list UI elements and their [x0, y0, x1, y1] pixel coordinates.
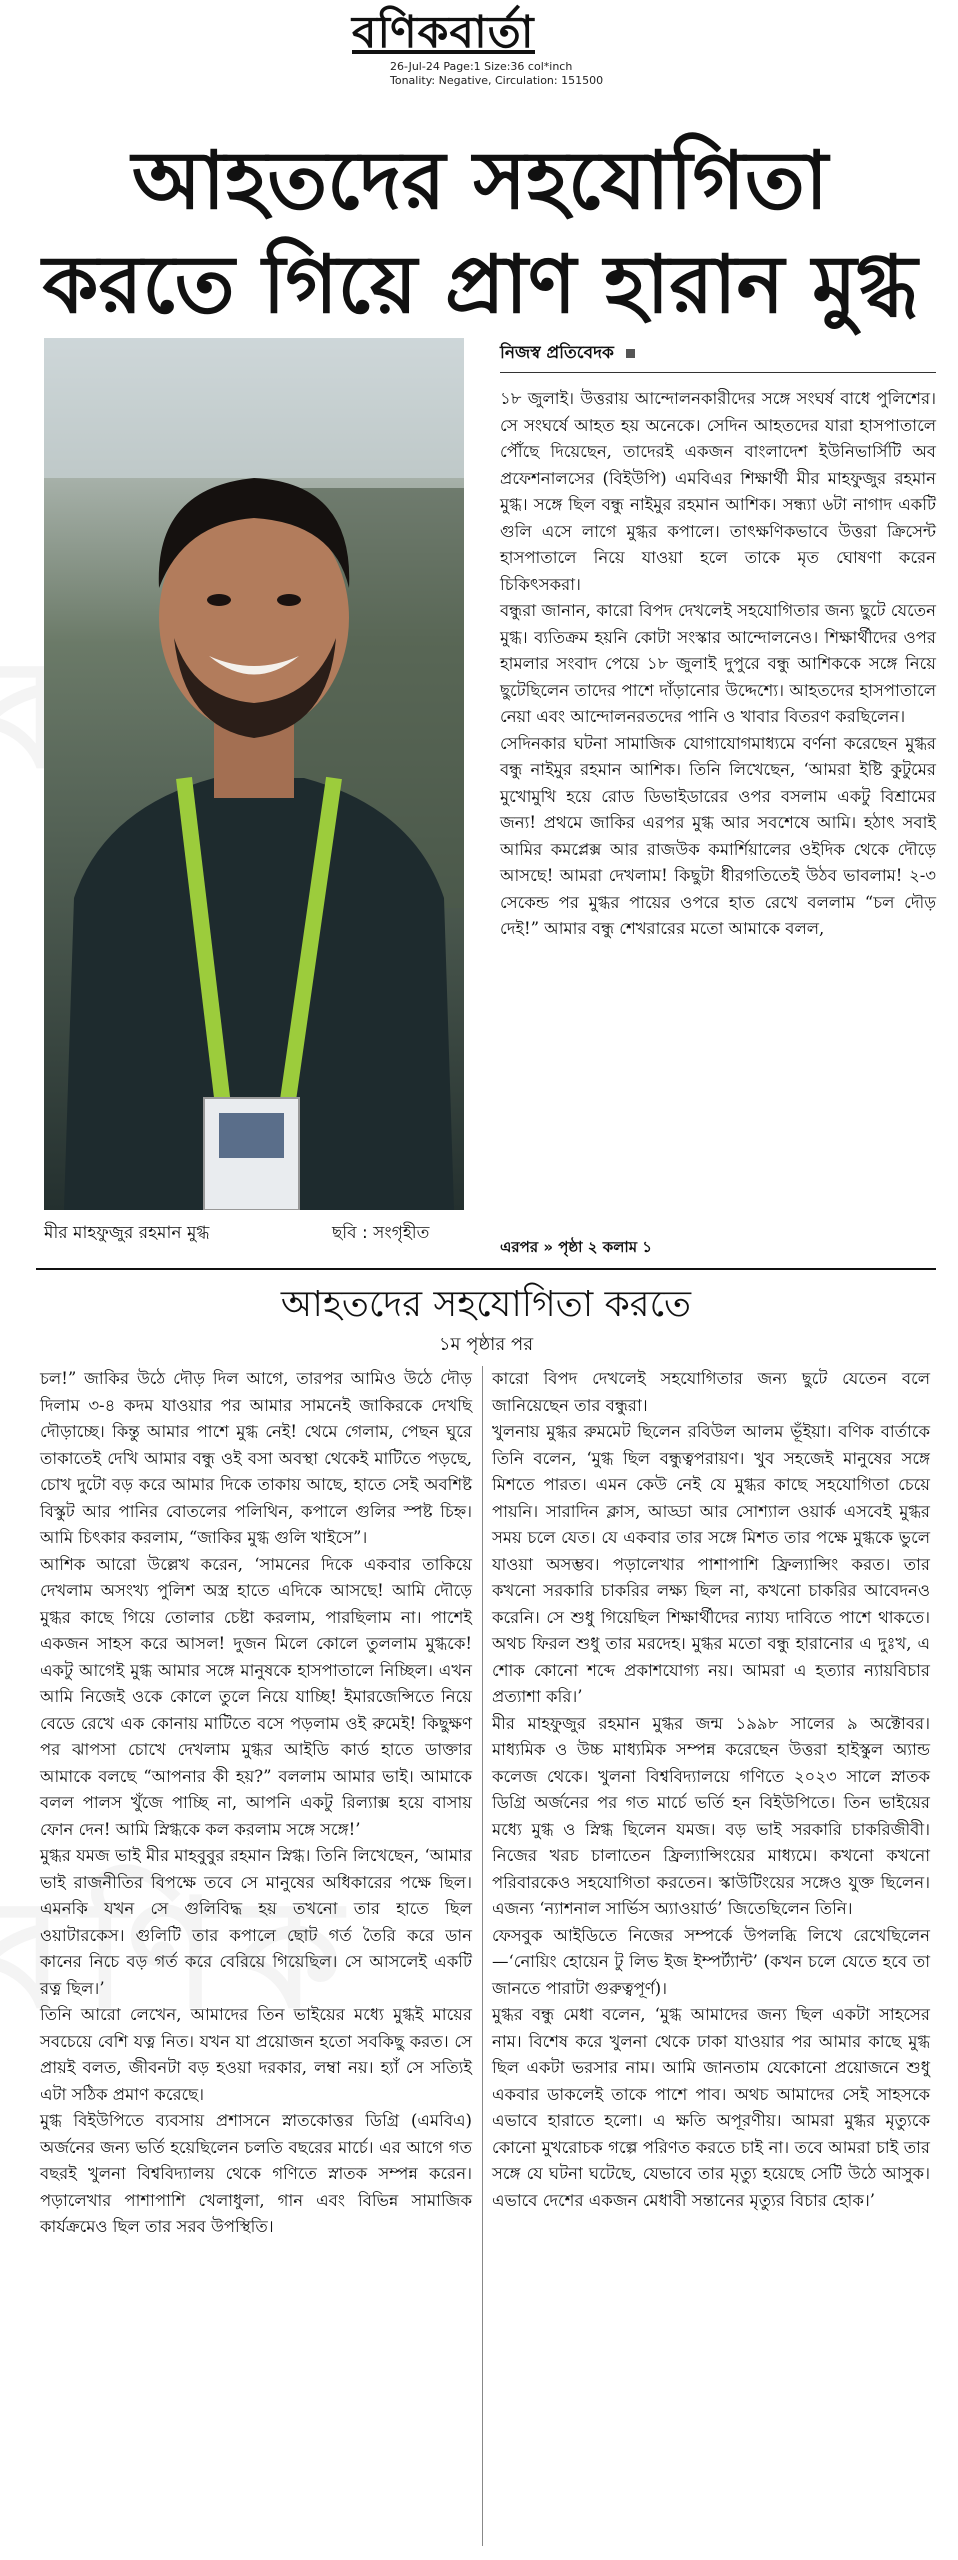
- clipping-meta-line2: Tonality: Negative, Circulation: 151500: [390, 74, 604, 87]
- byline-rule: [500, 372, 936, 373]
- photo-caption-credit: ছবি : সংগৃহীত: [332, 1223, 430, 1243]
- newspaper-logo: [352, 8, 535, 58]
- clipping-meta-line1: 26-Jul-24 Page:1 Size:36 col*inch: [390, 60, 573, 73]
- section-divider: [36, 1268, 936, 1270]
- continued-jump-line: এরপর » পৃষ্ঠা ২ কলাম ১: [500, 1238, 653, 1256]
- headline: [20, 128, 940, 336]
- continuation-paragraph: মুগ্ধর বন্ধু মেধা বলেন, ‘মুগ্ধ আমাদের জন্য ছিল একটা সাহসের নাম। বিশেষ করে খুলনা থেকে ঢাকা যাওয়ার পর আমার কাছে মুগ্ধ ছিল একটা ভরসার নাম। আমি জানতাম যেকোনো প্রয়োজনে শুধু একবার ডাকলেই তাকে পাশে পাব। অথচ আমাদের সেই সাহসকে এভাবে হারাতে হলো। এ ক্ষতি অপূরণীয়। আমরা মুগ্ধর মৃত্যুকে কোনো মুখরোচক গল্পে পরিণত করতে চাই না। তবে আমরা চাই তার সঙ্গে যে ঘটনা ঘটেছে, যেভাবে তার মৃত্যু হয়েছে সেটি উঠে আসুক। এভাবে দেশের একজন মেধাবী সন্তানের মৃত্যুর বিচার হোক।’: [492, 2005, 930, 2210]
- logo-underline: [352, 50, 535, 54]
- main-paragraph: সেদিনকার ঘটনা সামাজিক যোগাযোগমাধ্যমে বর্ণনা করেছেন মুগ্ধর বন্ধু নাইমুর রহমান আশিক। তিনি লিখেছেন, ‘আমরা ইষ্টি কুটুমের মুখোমুখি হয়ে রোড ডিভাইডারের ওপর বসলাম একটু বিশ্রামের জন্য! প্রথমে জাকির এরপর মুগ্ধ আর সবশেষে আমি। হঠাৎ সবাই আমির কমপ্লেক্স আর রাজউক কমার্শিয়ালের ওইদিক থেকে দৌড়ে আসছে! আমরা দেখলাম! কিছুটা ধীরগতিতেই উঠব ভাবলাম! ২-৩ সেকেন্ড পর মুগ্ধর পায়ের ওপরে হাত রেখে বললাম “চল দৌড় দেই!” আমার বন্ধু শেখরারের মতো আমাকে বলল,: [500, 733, 936, 938]
- continuation-paragraph: কারো বিপদ দেখলেই সহযোগিতার জন্য ছুটে যেতেন বলে জানিয়েছেন তার বন্ধুরা।: [492, 1369, 930, 1415]
- continuation-right-column: [492, 1366, 930, 2214]
- portrait-photo: [44, 338, 464, 1210]
- continuation-paragraph: ফেসবুক আইডিতে নিজের সম্পর্কে উপলব্ধি লিখে রেখেছিলেন—‘নোয়িং হোয়েন টু লিভ ইজ ইম্পর্ট্যান্ট’ (কখন চলে যেতে হবে তা জানতে পারাটা গুরুত্বপূর্ণ)।: [492, 1925, 930, 1998]
- continuation-paragraph: চল!” জাকির উঠে দৌড় দিল আগে, তারপর আমিও উঠে দৌড় দিলাম ৩-৪ কদম যাওয়ার পর আমার সামনেই জাকিরকে দেখছি দৌড়াচ্ছে। কিন্তু আমার পাশে মুগ্ধ নেই! থেমে গেলাম, পেছন ঘুরে তাকাতেই দেখি আমার বন্ধু ওই বসা অবস্থা থেকেই মাটিতে পড়ছে, চোখ দুটো বড় করে আমার দিকে তাকায় আছে, হাতে সেই অবশিষ্ট বিস্কুট আর পানির বোতলের পলিথিন, কপালে গুলির স্পষ্ট চিহ্ন। আমি চিৎকার করলাম, “জাকির মুগ্ধ গুলি খাইসে”।: [40, 1369, 472, 1547]
- main-article-body: [500, 386, 936, 943]
- continuation-paragraph: খুলনায় মুগ্ধর রুমমেট ছিলেন রবিউল আলম ভূঁইয়া। বণিক বার্তাকে তিনি বলেন, ‘মুগ্ধ ছিল বন্ধুত্বপরায়ণ। খুব সহজেই মানুষের সঙ্গে মিশতে পারত। এমন কেউ নেই যে মুগ্ধর কাছে সহযোগিতা চেয়ে পায়নি। সারাদিন ক্লাস, আড্ডা আর সোশ্যাল ওয়ার্ক এসবেই মুগ্ধর সময় চলে যেত। যে একবার তার সঙ্গে মিশত তার পক্ষে মুগ্ধকে ভুলে যাওয়া অসম্ভব। পড়ালেখার পাশাপাশি ফ্রিল্যান্সিং করত। তার কখনো সরকারি চাকরির লক্ষ্য ছিল না, কখনো চাকরির আবেদনও করেনি। সে শুধু গিয়েছিল শিক্ষার্থীদের ন্যায্য দাবিতে পাশে থাকতে। অথচ ফিরল শুধু তার মরদেহ। মুগ্ধর মতো বন্ধু হারানোর এ দুঃখ, এ শোক কোনো শব্দে প্রকাশযোগ্য নয়। আমরা এ হত্যার ন্যায়বিচার প্রত্যাশা করি।’: [492, 1422, 930, 1706]
- continuation-heading: আহতদের সহযোগিতা করতে: [280, 1284, 692, 1325]
- portrait-illustration: [44, 338, 464, 1210]
- headline-line2: করতে গিয়ে প্রাণ হারান মুগ্ধ: [42, 237, 918, 331]
- continuation-paragraph: মীর মাহফুজুর রহমান মুগ্ধর জন্ম ১৯৯৮ সালের ৯ অক্টোবর। মাধ্যমিক ও উচ্চ মাধ্যমিক সম্পন্ন করেছেন উত্তরা হাইস্কুল অ্যান্ড কলেজ থেকে। খুলনা বিশ্ববিদ্যালয়ে গণিতে ২০২৩ সালে স্নাতক ডিগ্রি অর্জনের পর গত মার্চে ভর্তি হন বিইউপিতে। তিন ভাইয়ের মধ্যে মুগ্ধ ও স্নিগ্ধ ছিলেন যমজ। বড় ভাই সরকারি চাকরিজীবী। নিজের খরচ চালাতেন ফ্রিল্যান্সিংয়ের মাধ্যমে। কখনো কখনো পরিবারকেও সহযোগিতা করতেন। স্কাউটিংয়ের সঙ্গেও যুক্ত ছিলেন। এজন্য ‘ন্যাশনাল সার্ভিস অ্যাওয়ার্ড’ জিতেছিলেন তিনি।: [492, 1713, 930, 1918]
- headline-line1: আহতদের সহযোগিতা: [131, 133, 829, 227]
- main-paragraph: ১৮ জুলাই। উত্তরায় আন্দোলনকারীদের সঙ্গে সংঘর্ষ বাধে পুলিশের। সে সংঘর্ষে আহত হয় অনেকে। সেদিন আহতদের যারা হাসপাতালে পৌঁছে দিয়েছেন, তাদেরই একজন বাংলাদেশ ইউনিভার্সিটি অব প্রফেশনালসের (বিইউপি) এমবিএর শিক্ষার্থী মীর মাহফুজুর রহমান মুগ্ধ। সঙ্গে ছিল বন্ধু নাইমুর রহমান আশিক। সন্ধ্যা ৬টা নাগাদ একটি গুলি এসে লাগে মুগ্ধর কপালে। তাৎক্ষণিকভাবে উত্তরা ক্রিসেন্ট হাসপাতালে নিয়ে যাওয়া হলে তাকে মৃত ঘোষণা করেন চিকিৎসকরা।: [500, 389, 936, 594]
- byline: [500, 340, 635, 368]
- continuation-subheading: ১ম পৃষ্ঠার পর: [438, 1334, 534, 1355]
- logo-text: বণিকবার্তা: [352, 7, 535, 58]
- byline-text: নিজস্ব প্রতিবেদক: [500, 343, 614, 363]
- square-bullet-icon: [626, 349, 635, 358]
- continuation-paragraph: আশিক আরো উল্লেখ করেন, ‘সামনের দিকে একবার তাকিয়ে দেখলাম অসংখ্য পুলিশ অস্ত্র হাতে এদিকে আসছে! আমি দৌড়ে মুগ্ধর কাছে গিয়ে তোলার চেষ্টা করলাম, পারছিলাম না। পাশেই একজন সাহস করে আসল! দুজন মিলে কোলে তুললাম মুগ্ধকে! একটু আগেই মুগ্ধ আমার সঙ্গে মানুষকে হাসপাতালে নিচ্ছিল। এখন আমি নিজেই ওকে কোলে তুলে নিয়ে যাচ্ছি! ইমারজেন্সিতে নিয়ে বেডে রেখে এক কোনায় মাটিতে বসে পড়লাম ওই রুমেই! কিছুক্ষণ পর ঝাপসা চোখে দেখলাম মুগ্ধর আইডি কার্ড হাতে ডাক্তার আমাকে বলছে “আপনার কী হয়?” বললাম আমার ভাই। আমাকে বলল পালস খুঁজে পাচ্ছি না, আপনি একটু রিল্যাক্স হয়ে বাসায় ফোন দেন! আমি স্নিগ্ধকে কল করলাম সঙ্গে সঙ্গে!’: [40, 1554, 472, 1839]
- continuation-paragraph: মুগ্ধ বিইউপিতে ব্যবসায় প্রশাসনে স্নাতকোত্তর ডিগ্রি (এমবিএ) অর্জনের জন্য ভর্তি হয়েছিলেন চলতি বছরের মার্চে। এর আগে গত বছরই খুলনা বিশ্ববিদ্যালয় থেকে গণিতে স্নাতক সম্পন্ন করেন। পড়ালেখার পাশাপাশি খেলাধুলা, গান এবং বিভিন্ন সামাজিক কার্যক্রমেও ছিল তার সরব উপস্থিতি।: [40, 2111, 472, 2236]
- column-divider: [482, 1366, 483, 2546]
- continuation-paragraph: তিনি আরো লেখেন, আমাদের তিন ভাইয়ের মধ্যে মুগ্ধই মায়ের সবচেয়ে বেশি যত্ন নিত। যখন যা প্রয়োজন হতো সবকিছু করত। সে প্রায়ই বলত, জীবনটা বড় হওয়া দরকার, লম্বা নয়। হ্যাঁ সে সত্যিই এটা সঠিক প্রমাণ করেছে।: [40, 2005, 472, 2104]
- masthead: [0, 0, 958, 118]
- continuation-paragraph: মুগ্ধর যমজ ভাই মীর মাহবুবুর রহমান স্নিগ্ধ। তিনি লিখেছেন, ‘আমার ভাই রাজনীতির বিপক্ষে তবে সে মানুষের অধিকারের পক্ষে ছিল। এমনকি যখন সে গুলিবিদ্ধ হয় তখনো তার হাতে ছিল ওয়াটারকেস। গুলিটি তার কপালে ছোট গর্ত তৈরি করে ডান কানের নিচে বড় গর্ত করে বেরিয়ে গিয়েছিল। সে আসলেই একটি রত্ন ছিল।’: [40, 1846, 472, 1998]
- photo-caption-name: মীর মাহফুজুর রহমান মুগ্ধ: [44, 1223, 210, 1243]
- main-paragraph: বন্ধুরা জানান, কারো বিপদ দেখলেই সহযোগিতার জন্য ছুটে যেতেন মুগ্ধ। ব্যতিক্রম হয়নি কোটা সংস্কার আন্দোলনেও। শিক্ষার্থীদের ওপর হামলার সংবাদ পেয়ে ১৮ জুলাই দুপুরে বন্ধু আশিককে সঙ্গে নিয়ে ছুটেছিলেন তাদের পাশে দাঁড়ানোর উদ্দেশ্যে। আহতদের হাসপাতালে নেয়া এবং আন্দোলনরতদের পানি ও খাবার বিতরণ করছিলেন।: [500, 601, 936, 726]
- continuation-left-column: [40, 1366, 472, 2241]
